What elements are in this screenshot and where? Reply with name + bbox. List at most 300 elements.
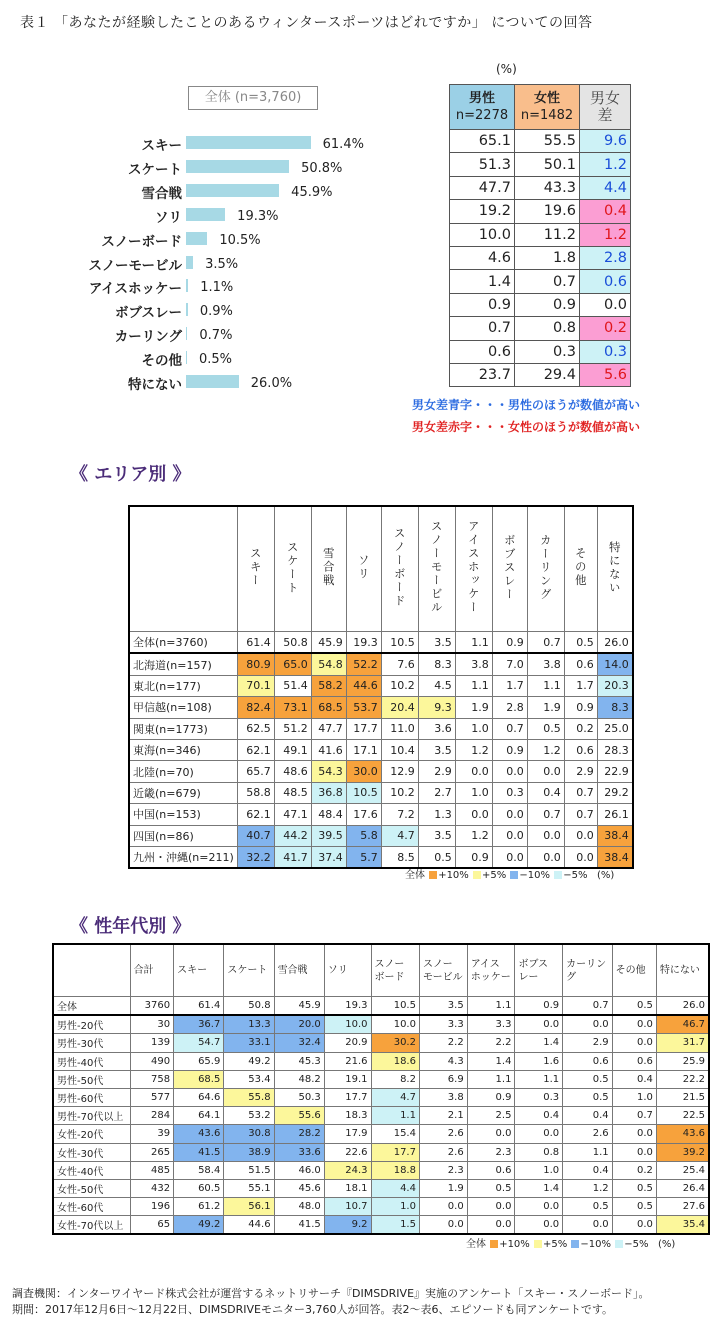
diff-value: 5.6 <box>580 363 631 386</box>
table-row <box>129 675 633 696</box>
table-cell: 0.4 <box>527 782 564 803</box>
bar-value-label: 45.9% <box>291 184 333 200</box>
bar <box>186 256 193 269</box>
table-cell: 4.4 <box>371 1179 419 1197</box>
table-cell: 26.4 <box>656 1179 709 1197</box>
bar-value-label: 0.9% <box>199 304 233 320</box>
table-cell: 17.7 <box>371 1143 419 1161</box>
table-cell: 19.1 <box>324 1070 371 1088</box>
table-cell: 31.7 <box>656 1034 709 1052</box>
table-cell: 25.0 <box>597 718 633 739</box>
table-cell: 10.2 <box>381 675 418 696</box>
row-label: 女性-30代 <box>53 1143 130 1161</box>
bar-label: スケート <box>128 161 182 178</box>
table-cell: 17.9 <box>324 1125 371 1143</box>
table-cell: 0.0 <box>527 846 564 868</box>
table-row <box>53 1070 709 1088</box>
table-cell: 0.0 <box>527 825 564 846</box>
gender-row <box>450 200 631 223</box>
table-cell: 3.5 <box>418 739 455 760</box>
table-cell: 2.6 <box>419 1143 467 1161</box>
table-cell: 2.7 <box>418 782 455 803</box>
gender-row <box>450 130 631 153</box>
table-cell: 0.0 <box>467 1216 515 1235</box>
table-cell: 45.6 <box>274 1179 324 1197</box>
table-cell: 48.2 <box>274 1070 324 1088</box>
bar <box>186 351 187 364</box>
table-cell: 432 <box>130 1179 174 1197</box>
bar-value-label: 3.5% <box>205 256 239 272</box>
row-label: 九州・沖縄(n=211) <box>129 846 237 868</box>
pct-unit: (%) <box>496 62 517 76</box>
table-cell: 1.5 <box>371 1216 419 1235</box>
table-row <box>53 1125 709 1143</box>
table-cell: 43.6 <box>656 1125 709 1143</box>
table-cell: 4.7 <box>371 1088 419 1106</box>
table-cell: 18.3 <box>324 1107 371 1125</box>
table-row <box>129 782 633 803</box>
table-cell: 0.8 <box>515 1143 563 1161</box>
table-cell: 0.0 <box>515 1125 563 1143</box>
table-cell: 0.0 <box>455 804 492 825</box>
female-value: 43.3 <box>515 176 580 199</box>
table-cell: 0.0 <box>419 1198 467 1216</box>
table-cell: 80.9 <box>237 653 274 675</box>
table-cell: 0.0 <box>515 1015 563 1034</box>
table-cell: 39.5 <box>311 825 346 846</box>
gender-table <box>449 84 631 387</box>
table-cell: 0.5 <box>563 1070 613 1088</box>
table-cell: 21.6 <box>324 1052 371 1070</box>
bar <box>186 184 279 197</box>
table-cell: 51.2 <box>274 718 311 739</box>
table-cell: 0.6 <box>564 739 597 760</box>
table-cell: 1.0 <box>612 1088 656 1106</box>
table-cell: 0.7 <box>527 804 564 825</box>
table-cell: 44.2 <box>274 825 311 846</box>
table-cell: 3.8 <box>419 1088 467 1106</box>
table-cell: 32.4 <box>274 1034 324 1052</box>
gender-row <box>450 270 631 293</box>
table-cell: 14.0 <box>597 653 633 675</box>
table-cell: 30.2 <box>371 1034 419 1052</box>
table-cell: 62.1 <box>237 804 274 825</box>
table-cell: 3.3 <box>467 1015 515 1034</box>
female-value: 0.8 <box>515 317 580 340</box>
bar <box>186 375 239 388</box>
table-cell: 1.2 <box>527 739 564 760</box>
table-cell: 7.0 <box>492 653 527 675</box>
table-cell: 0.7 <box>527 632 564 654</box>
gender-row <box>450 317 631 340</box>
diff-value: 1.2 <box>580 223 631 246</box>
table-cell: 1.9 <box>419 1179 467 1197</box>
table-cell: 1.1 <box>563 1143 613 1161</box>
table-cell: 2.1 <box>419 1107 467 1125</box>
bar-label: その他 <box>141 353 182 370</box>
column-header: その他 <box>612 944 656 997</box>
table-cell: 3.5 <box>418 825 455 846</box>
column-header: スノー モービル <box>419 944 467 997</box>
table-row <box>53 1034 709 1052</box>
table-cell: 70.1 <box>237 675 274 696</box>
table-cell: 0.5 <box>564 632 597 654</box>
table-cell: 0.0 <box>563 1015 613 1034</box>
diff-value: 9.6 <box>580 130 631 153</box>
table-cell: 60.5 <box>174 1179 224 1197</box>
row-label: 男性-50代 <box>53 1070 130 1088</box>
bar <box>186 136 311 149</box>
row-label: 男性-40代 <box>53 1052 130 1070</box>
note-blue: 男女差青字・・・男性のほうが数値が高い <box>412 398 641 412</box>
age-corner <box>53 944 130 997</box>
table-cell: 12.9 <box>381 761 418 782</box>
male-value: 65.1 <box>450 130 515 153</box>
table-cell: 48.5 <box>274 782 311 803</box>
table-cell: 2.3 <box>467 1143 515 1161</box>
table-cell: 20.3 <box>597 675 633 696</box>
table-cell: 43.6 <box>174 1125 224 1143</box>
gender-row <box>450 293 631 316</box>
table-cell: 0.0 <box>492 804 527 825</box>
table-cell: 55.1 <box>224 1179 274 1197</box>
table-cell: 35.4 <box>656 1216 709 1235</box>
table-cell: 46.0 <box>274 1161 324 1179</box>
bar-value-label: 1.1% <box>200 280 234 296</box>
table-cell: 25.4 <box>656 1161 709 1179</box>
table-cell: 4.5 <box>418 675 455 696</box>
female-value: 11.2 <box>515 223 580 246</box>
table-cell: 0.9 <box>492 632 527 654</box>
table-cell: 7.6 <box>381 653 418 675</box>
table-cell: 18.6 <box>371 1052 419 1070</box>
table-cell: 0.0 <box>564 825 597 846</box>
table-cell: 38.9 <box>224 1143 274 1161</box>
bar <box>186 208 225 221</box>
note-red: 男女差赤字・・・女性のほうが数値が高い <box>412 420 641 434</box>
diff-value: 1.2 <box>580 153 631 176</box>
table-cell: 9.3 <box>418 697 455 718</box>
table-cell: 10.0 <box>324 1015 371 1034</box>
table-cell: 28.3 <box>597 739 633 760</box>
table-cell: 26.0 <box>597 632 633 654</box>
table-cell: 1.1 <box>515 1070 563 1088</box>
table-cell: 40.7 <box>237 825 274 846</box>
gender-row <box>450 246 631 269</box>
table-cell: 0.5 <box>467 1179 515 1197</box>
male-value: 0.6 <box>450 340 515 363</box>
table-cell: 48.0 <box>274 1198 324 1216</box>
gender-row <box>450 176 631 199</box>
table-cell: 0.6 <box>467 1161 515 1179</box>
table-cell: 0.5 <box>612 1179 656 1197</box>
column-header: スノーボード <box>381 506 418 632</box>
area-legend: 全体 +10% +5% −10% −5% (%) <box>405 870 615 881</box>
table-cell: 3.3 <box>419 1015 467 1034</box>
table-cell: 0.2 <box>612 1161 656 1179</box>
table-cell: 46.7 <box>656 1015 709 1034</box>
row-label: 男性-20代 <box>53 1015 130 1034</box>
bar-label: カーリング <box>114 329 182 346</box>
table-cell: 0.0 <box>563 1216 613 1235</box>
table-cell: 3.8 <box>455 653 492 675</box>
column-header: スノーモービル <box>418 506 455 632</box>
table-cell: 9.2 <box>324 1216 371 1235</box>
table-cell: 33.6 <box>274 1143 324 1161</box>
table-cell: 15.4 <box>371 1125 419 1143</box>
table-cell: 65 <box>130 1216 174 1235</box>
table-cell: 0.9 <box>467 1088 515 1106</box>
diff-value: 2.8 <box>580 246 631 269</box>
table-cell: 58.2 <box>311 675 346 696</box>
table-cell: 1.2 <box>455 825 492 846</box>
table-cell: 0.0 <box>612 1143 656 1161</box>
table-row <box>53 997 709 1016</box>
male-value: 10.0 <box>450 223 515 246</box>
table-cell: 28.2 <box>274 1125 324 1143</box>
table-cell: 24.3 <box>324 1161 371 1179</box>
table-cell: 1.1 <box>527 675 564 696</box>
table-cell: 45.9 <box>274 997 324 1016</box>
table-cell: 0.0 <box>492 761 527 782</box>
female-value: 19.6 <box>515 200 580 223</box>
column-header: スケート <box>224 944 274 997</box>
table-row <box>53 1015 709 1034</box>
footer-line-1: 調査機関：インターワイヤード株式会社が運営するネットリサーチ『DIMSDRIVE』実施のアンケート「スキー・スノーボード」。 <box>12 1287 650 1300</box>
column-header: その他 <box>564 506 597 632</box>
table-cell: 2.9 <box>563 1034 613 1052</box>
table-cell: 17.1 <box>346 739 381 760</box>
bar-label: スノーボード <box>101 233 182 250</box>
bar-value-label: 0.5% <box>199 352 233 368</box>
table-cell: 47.1 <box>274 804 311 825</box>
table-cell: 0.4 <box>612 1070 656 1088</box>
table-cell: 0.7 <box>492 718 527 739</box>
table-cell: 1.0 <box>515 1161 563 1179</box>
table-cell: 49.1 <box>274 739 311 760</box>
table-cell: 3760 <box>130 997 174 1016</box>
table-cell: 62.1 <box>237 739 274 760</box>
row-label: 中国(n=153) <box>129 804 237 825</box>
diff-value: 0.0 <box>580 293 631 316</box>
table-cell: 0.0 <box>467 1198 515 1216</box>
table-cell: 50.3 <box>274 1088 324 1106</box>
column-header: 特にない <box>656 944 709 997</box>
male-value: 0.9 <box>450 293 515 316</box>
bar-label: ソリ <box>155 209 182 226</box>
column-header: スキー <box>174 944 224 997</box>
table-cell: 2.3 <box>419 1161 467 1179</box>
table-cell: 64.6 <box>174 1088 224 1106</box>
male-value: 1.4 <box>450 270 515 293</box>
table-cell: 11.0 <box>381 718 418 739</box>
diff-value: 4.4 <box>580 176 631 199</box>
table-cell: 49.2 <box>224 1052 274 1070</box>
table-cell: 21.5 <box>656 1088 709 1106</box>
table-cell: 20.9 <box>324 1034 371 1052</box>
table-cell: 20.4 <box>381 697 418 718</box>
age-heading: 《 性年代別 》 <box>70 916 191 937</box>
table-cell: 0.9 <box>515 997 563 1016</box>
table-cell: 7.2 <box>381 804 418 825</box>
table-cell: 27.6 <box>656 1198 709 1216</box>
table-cell: 50.8 <box>224 997 274 1016</box>
table-row <box>53 1198 709 1216</box>
row-label: 男性-60代 <box>53 1088 130 1106</box>
table-cell: 196 <box>130 1198 174 1216</box>
table-cell: 1.9 <box>527 697 564 718</box>
table-cell: 4.7 <box>381 825 418 846</box>
table-cell: 8.2 <box>371 1070 419 1088</box>
table-cell: 0.0 <box>467 1125 515 1143</box>
column-header: ボブスレー <box>492 506 527 632</box>
table-cell: 6.9 <box>419 1070 467 1088</box>
table-cell: 2.9 <box>418 761 455 782</box>
table-cell: 37.4 <box>311 846 346 868</box>
table-cell: 30.8 <box>224 1125 274 1143</box>
table-cell: 0.0 <box>492 825 527 846</box>
table-row <box>129 761 633 782</box>
table-cell: 758 <box>130 1070 174 1088</box>
table-cell: 54.8 <box>311 653 346 675</box>
bar <box>186 232 207 245</box>
table-cell: 1.0 <box>371 1198 419 1216</box>
bar-label: スノーモービル <box>88 257 182 274</box>
age-legend: 全体 +10% +5% −10% −5% (%) <box>466 1239 676 1250</box>
table-cell: 1.4 <box>515 1179 563 1197</box>
female-value: 29.4 <box>515 363 580 386</box>
bar-value-label: 26.0% <box>250 376 293 391</box>
table-cell: 1.1 <box>455 632 492 654</box>
area-table <box>128 505 634 869</box>
table-cell: 0.0 <box>419 1216 467 1235</box>
table-cell: 8.3 <box>418 653 455 675</box>
column-header: 合計 <box>130 944 174 997</box>
table-cell: 49.2 <box>174 1216 224 1235</box>
table-cell: 0.7 <box>612 1107 656 1125</box>
diff-value: 0.4 <box>580 200 631 223</box>
table-cell: 20.0 <box>274 1015 324 1034</box>
table-cell: 1.6 <box>515 1052 563 1070</box>
column-header: スケート <box>274 506 311 632</box>
table-cell: 10.4 <box>381 739 418 760</box>
table-cell: 10.5 <box>381 632 418 654</box>
bar-label: アイスホッケー <box>88 281 182 298</box>
gender-row <box>450 223 631 246</box>
table-cell: 2.6 <box>563 1125 613 1143</box>
table-cell: 490 <box>130 1052 174 1070</box>
male-header: 男性 n=2278 <box>450 85 515 130</box>
table-cell: 1.0 <box>455 782 492 803</box>
table-cell: 0.0 <box>612 1125 656 1143</box>
table-cell: 19.3 <box>324 997 371 1016</box>
table-cell: 10.2 <box>381 782 418 803</box>
table-cell: 0.4 <box>515 1107 563 1125</box>
row-label: 東北(n=177) <box>129 675 237 696</box>
row-label: 東海(n=346) <box>129 739 237 760</box>
table-cell: 0.7 <box>564 782 597 803</box>
table-cell: 22.2 <box>656 1070 709 1088</box>
row-label: 男性-30代 <box>53 1034 130 1052</box>
row-label: 女性-50代 <box>53 1179 130 1197</box>
table-cell: 50.8 <box>274 632 311 654</box>
bar-label: ボブスレー <box>115 305 182 322</box>
table-cell: 26.0 <box>656 997 709 1016</box>
area-heading: 《 エリア別 》 <box>70 464 191 485</box>
column-header: スキー <box>237 506 274 632</box>
table-cell: 1.2 <box>455 739 492 760</box>
table-cell: 55.8 <box>224 1088 274 1106</box>
table-cell: 1.4 <box>467 1052 515 1070</box>
table-cell: 2.5 <box>467 1107 515 1125</box>
table-cell: 22.6 <box>324 1143 371 1161</box>
male-value: 4.6 <box>450 246 515 269</box>
table-cell: 55.6 <box>274 1107 324 1125</box>
table-row <box>53 1179 709 1197</box>
table-row <box>129 697 633 718</box>
table-cell: 53.2 <box>224 1107 274 1125</box>
table-cell: 0.5 <box>563 1198 613 1216</box>
column-header: アイス ホッケー <box>467 944 515 997</box>
table-cell: 52.2 <box>346 653 381 675</box>
row-label: 関東(n=1773) <box>129 718 237 739</box>
table-cell: 0.9 <box>492 739 527 760</box>
column-header: 雪合戦 <box>311 506 346 632</box>
table-cell: 39 <box>130 1125 174 1143</box>
table-cell: 0.9 <box>455 846 492 868</box>
column-header: カーリング <box>527 506 564 632</box>
row-label: 全体 <box>53 997 130 1016</box>
column-header: 特にない <box>597 506 633 632</box>
table-cell: 30 <box>130 1015 174 1034</box>
table-cell: 0.5 <box>418 846 455 868</box>
table-cell: 36.7 <box>174 1015 224 1034</box>
table-cell: 8.5 <box>381 846 418 868</box>
table-cell: 0.5 <box>527 718 564 739</box>
bar-label: 特にない <box>128 377 182 393</box>
table-cell: 44.6 <box>346 675 381 696</box>
table-cell: 0.3 <box>492 782 527 803</box>
page-title: 表１ 「あなたが経験したことのあるウィンタースポーツはどれですか」 についての回答 <box>20 15 593 31</box>
table-cell: 41.7 <box>274 846 311 868</box>
table-cell: 65.7 <box>237 761 274 782</box>
table-row <box>53 1143 709 1161</box>
table-cell: 1.2 <box>563 1179 613 1197</box>
table-cell: 0.5 <box>612 1198 656 1216</box>
table-cell: 38.4 <box>597 825 633 846</box>
bar <box>186 327 187 340</box>
table-cell: 61.4 <box>174 997 224 1016</box>
table-cell: 82.4 <box>237 697 274 718</box>
table-row <box>129 846 633 868</box>
table-cell: 38.4 <box>597 846 633 868</box>
table-cell: 139 <box>130 1034 174 1052</box>
table-cell: 0.7 <box>563 997 613 1016</box>
table-cell: 51.5 <box>224 1161 274 1179</box>
table-row <box>129 739 633 760</box>
male-value: 51.3 <box>450 153 515 176</box>
table-cell: 13.3 <box>224 1015 274 1034</box>
table-cell: 0.9 <box>564 697 597 718</box>
table-cell: 25.9 <box>656 1052 709 1070</box>
female-value: 0.3 <box>515 340 580 363</box>
female-value: 1.8 <box>515 246 580 269</box>
table-row <box>53 1216 709 1235</box>
bar-value-label: 19.3% <box>237 208 279 224</box>
table-cell: 1.1 <box>371 1107 419 1125</box>
table-cell: 36.8 <box>311 782 346 803</box>
table-cell: 284 <box>130 1107 174 1125</box>
